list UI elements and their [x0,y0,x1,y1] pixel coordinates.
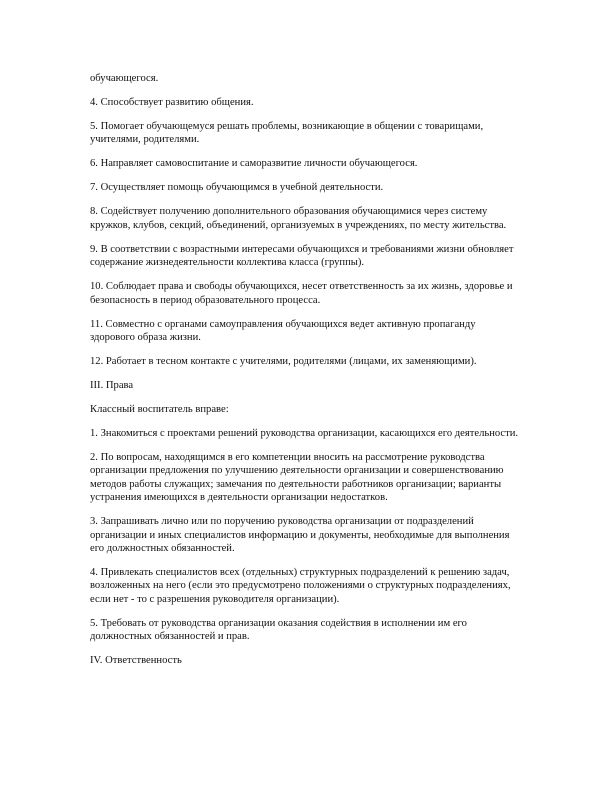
duty-item-11: 11. Совместно с органами самоуправления обучающихся ведет активную пропаганду здорового образа жизни. [90,318,476,344]
duty-item-4: 4. Способствует развитию общения. [90,97,254,108]
duty-item-7: 7. Осуществляет помощь обучающимся в учебной деятельности. [90,182,384,194]
duty-item-12: 12. Работает в тесном контакте с учителями, родителями (лицами, их заменяющими). [90,356,477,368]
duty-item-10: 10. Соблюдает права и свободы обучающихся, несет ответственность за их жизнь, здоровье и безопасность в период образовательного процесса. [90,281,513,306]
duty-item-9: 9. В соответствии с возрастными интересами обучающихся и требованиями жизни обновляет содержание жизнедеятельности коллектива класса (группы). [90,243,514,269]
rights-item-1: 1. Знакомиться с проектами решений руководства организации, касающихся его деятельности. [90,428,519,440]
duty-item-5: 5. Помогает обучающемуся решать проблемы, возникающие в общении с товарищами, учителями, родителями. [90,121,484,146]
rights-item-4: 4. Привлекать специалистов всех (отдельных) структурных подразделений к решению задач, возложенных на него (если это предусмотрено положениями о структурных подразделениях, если нет - то с разрешения руководителя организации). [90,567,511,605]
section-heading-rights: III. Права [90,380,134,392]
rights-intro: Классный воспитатель вправе: [90,404,229,416]
paragraph-continuation: обучающегося. [90,73,159,84]
rights-item-5: 5. Требовать от руководства организации оказания содействия в исполнении им его должностных обязанностей и прав. [90,617,467,643]
document-page [90,72,522,678]
duty-item-6: 6. Направляет самовоспитание и саморазвитие личности обучающегося. [90,158,418,170]
section-heading-responsibility: IV. Ответственность [90,655,182,667]
duty-item-8: 8. Содействует получению дополнительного образования обучающимися через систему кружков, клубов, секций, объединений, организуемых в учреждениях, по месту жительства. [90,206,507,231]
rights-item-3: 3. Запрашивать лично или по поручению руководства организации от подразделений организации и иных специалистов информацию и документы, необходимые для выполнения его должностных обязанностей. [90,516,510,555]
rights-item-2: 2. По вопросам, находящимся в его компетенции вносить на рассмотрение руководства организации предложения по улучшению деятельности организации и совершенствованию методов работы служащих; замечания по деятельности работников организации; варианты устранения имеющихся в деятельности организации недостатков. [90,452,504,504]
